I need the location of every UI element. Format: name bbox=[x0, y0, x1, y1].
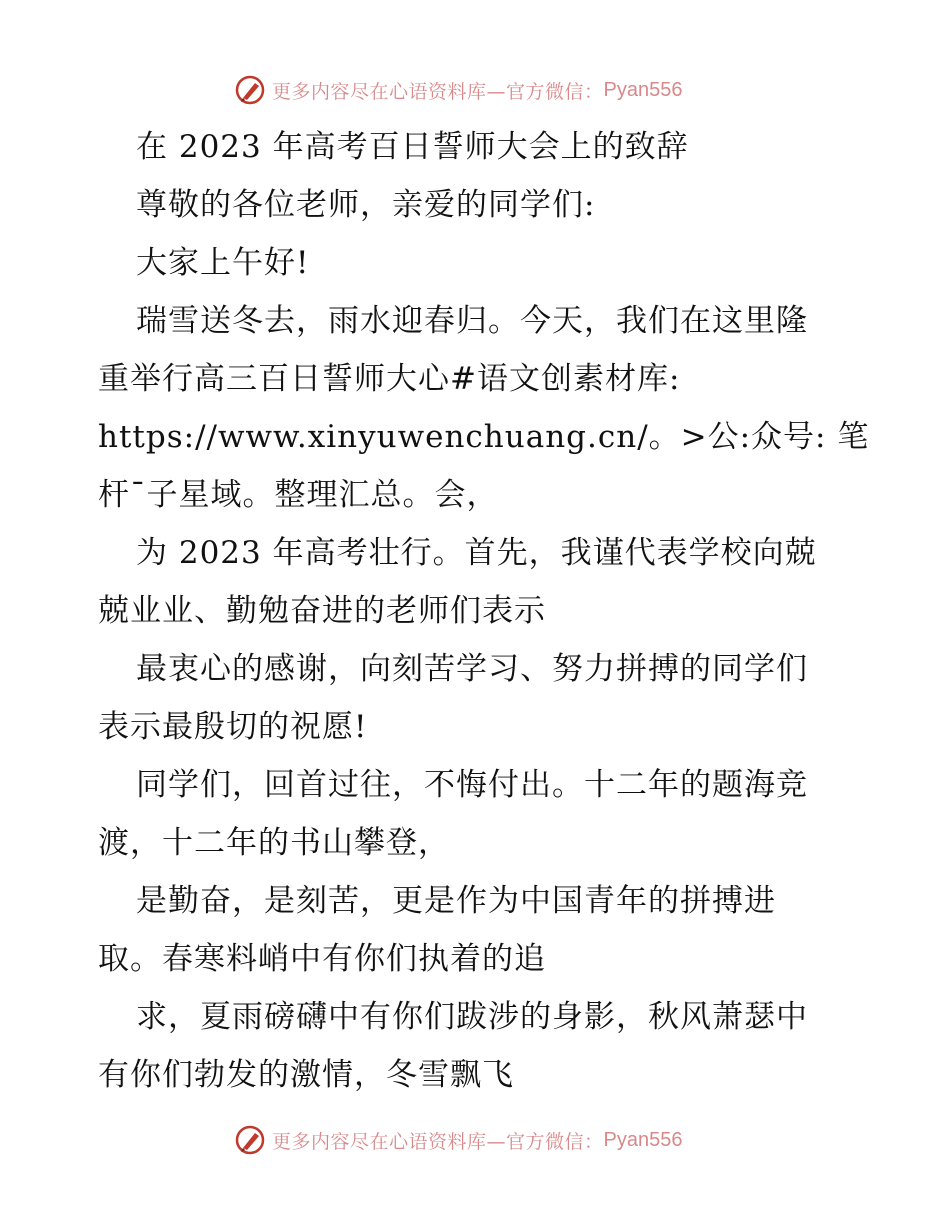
header-watermark bbox=[234, 73, 682, 107]
text-line: 有你们勃发的激情，冬雪飘飞 bbox=[98, 1057, 514, 1093]
text-line: 渡，十二年的书山攀登， bbox=[98, 825, 450, 861]
document-body bbox=[98, 118, 870, 1104]
watermark-wechat-id: Pyan556 bbox=[603, 78, 683, 101]
text-line: 表示最殷切的祝愿! bbox=[98, 709, 368, 745]
text-line: 求，夏雨磅礴中有你们跋涉的身影，秋风萧瑟中 bbox=[136, 999, 808, 1035]
pen-logo-icon bbox=[234, 74, 266, 106]
text-line: 瑞雪送冬去，雨水迎春归。今天，我们在这里隆 bbox=[136, 303, 808, 339]
text-line: 是勤奋，是刻苦，更是作为中国青年的拼搏进 bbox=[136, 883, 776, 919]
footer-watermark bbox=[234, 1123, 682, 1157]
text-line: 兢业业、勤勉奋进的老师们表示 bbox=[98, 593, 546, 629]
text-line: https://www.xinyuwenchuang.cn/。>公:众号: 笔 bbox=[98, 419, 870, 455]
text-line: 取。春寒料峭中有你们执着的追 bbox=[98, 941, 546, 977]
watermark-text: 更多内容尽在心语资料库—官方微信： bbox=[272, 80, 604, 103]
text-line: 最衷心的感谢，向刻苦学习、努力拼搏的同学们 bbox=[136, 651, 808, 687]
text-line: 重举行高三百日誓师大心#语文创素材库: bbox=[98, 361, 681, 397]
watermark-wechat-id: Pyan556 bbox=[603, 1128, 683, 1151]
watermark-text: 更多内容尽在心语资料库—官方微信： bbox=[272, 1130, 604, 1153]
text-line: 同学们，回首过往，不悔付出。十二年的题海竞 bbox=[136, 767, 808, 803]
text-line: 为 2023 年高考壮行。首先，我谨代表学校向兢 bbox=[136, 535, 817, 571]
text-line: 杆¯子星域。整理汇总。会， bbox=[98, 477, 499, 513]
greeting-line: 大家上午好! bbox=[136, 245, 310, 281]
salutation-line: 尊敬的各位老师，亲爱的同学们: bbox=[136, 187, 596, 223]
document-title: 在 2023 年高考百日誓师大会上的致辞 bbox=[136, 129, 689, 165]
pen-logo-icon bbox=[234, 1124, 266, 1156]
